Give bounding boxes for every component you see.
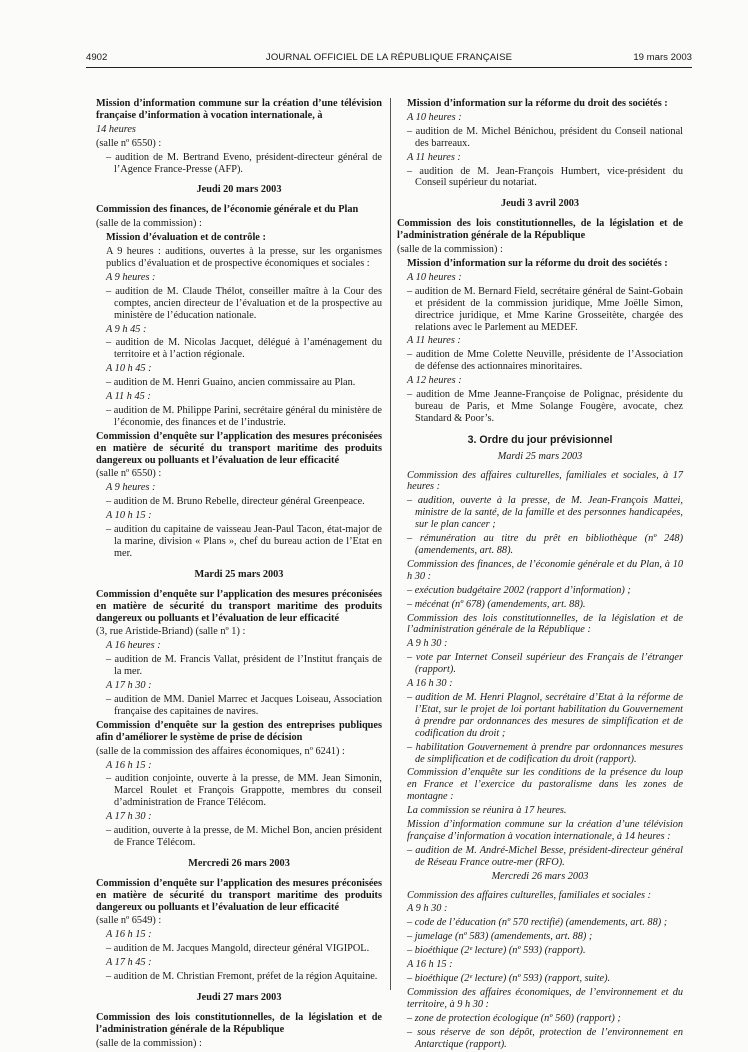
- time-label: A 17 h 30 :: [106, 811, 152, 823]
- time-label: Commission des finances, de l’économie générale et du Plan, à 10 h 30 :: [407, 558, 683, 582]
- page-number: 4902: [86, 52, 108, 63]
- paragraph: (salle nº 6549) :: [96, 915, 162, 927]
- time-label: A 11 h 45 :: [106, 391, 151, 403]
- list-item: – sous réserve de son dépôt, protection de l’environnement en Antarctique (rapport).: [407, 1026, 683, 1050]
- time-label: Commission des affaires économiques, de l’environnement et du territoire, à 9 h 30 :: [407, 986, 683, 1010]
- list-item: – audition conjointe, ouverte à la presse, de MM. Jean Simonin, Marcel Roulet et François Grappotte, membres du conseil d’administration de France Télécom.: [106, 773, 382, 809]
- committee-heading: Commission d’enquête sur l’application des mesures préconisées en matière de sécurité du transport maritime des produits dangereux ou polluants et l’évaluation de leur efficacité: [96, 877, 382, 913]
- time-label: 14 heures: [96, 123, 136, 135]
- list-item: – audition de M. Bruno Rebelle, directeur général Greenpeace.: [106, 496, 365, 508]
- date-heading: Mardi 25 mars 2003: [497, 450, 583, 462]
- time-label: A 17 h 45 :: [106, 957, 152, 969]
- column-divider: [390, 98, 391, 990]
- date-heading: Jeudi 3 avril 2003: [500, 198, 580, 210]
- time-label: Commission des affaires culturelles, familiales et sociales :: [407, 889, 652, 901]
- list-item: – audition de MM. Daniel Marrec et Jacques Loiseau, Association française des capitaines de navires.: [106, 693, 382, 717]
- committee-heading: Mission d’information sur la réforme du droit des sociétés :: [407, 98, 668, 109]
- date-heading: Jeudi 27 mars 2003: [196, 992, 282, 1003]
- list-item: – audition de M. Francis Vallat, président de l’Institut français de la mer.: [106, 654, 382, 678]
- time-label: Mission d’information commune sur la création d’une télévision française d’information à vocation internationale, à 14 heures :: [407, 819, 683, 842]
- time-label: Commission d’enquête sur les conditions de la présence du loup en France et l’exercice du pastoralisme dans les zones de montagne :: [407, 767, 683, 803]
- list-item: – bioéthique (2ᵉ lecture) (nº 593) (rapport).: [407, 945, 586, 957]
- date-heading: Mercredi 26 mars 2003: [188, 857, 290, 869]
- time-label: A 11 heures :: [407, 151, 461, 163]
- list-item: – audition de M. Jean-François Humbert, vice-président du Conseil supérieur du notariat.: [407, 165, 683, 189]
- page-header: [86, 52, 692, 66]
- list-item: – audition de M. Michel Bénichou, président du Conseil national des barreaux.: [407, 125, 683, 149]
- journal-title: JOURNAL OFFICIEL DE LA RÉPUBLIQUE FRANÇAISE: [265, 52, 513, 63]
- list-item: – code de l’éducation (nº 570 rectifié) (amendements, art. 88) ;: [407, 917, 668, 929]
- time-label: A 17 h 30 :: [106, 680, 152, 692]
- time-label: A 16 h 15 :: [407, 959, 453, 971]
- time-label: A 9 h 45 :: [106, 323, 147, 335]
- paragraph: (salle de la commission) :: [96, 1037, 202, 1049]
- time-label: A 10 heures :: [407, 271, 462, 283]
- issue-date: 19 mars 2003: [633, 52, 692, 63]
- list-item: – habilitation Gouvernement à prendre par ordonnances mesures de simplification et de codification du droit (rapport).: [407, 741, 683, 765]
- time-label: A 11 heures :: [407, 335, 461, 347]
- list-item: – audition, ouverte à la presse, de M. Jean-François Mattei, ministre de la santé, de la famille et des personnes handicapées, sur le plan cancer ;: [407, 495, 683, 531]
- list-item: – jumelage (nº 583) (amendements, art. 88) ;: [407, 931, 593, 943]
- paragraph: (salle de la commission) :: [96, 218, 202, 230]
- left-column: [96, 98, 382, 1052]
- paragraph: A 9 heures : auditions, ouvertes à la presse, sur les organismes publics d’évaluation et de prospective économiques et sociales :: [106, 246, 382, 269]
- list-item: – audition du capitaine de vaisseau Jean-Paul Tacon, état-major de la marine, division « Plans », chef du bureau action de l’Etat en mer.: [106, 524, 382, 559]
- paragraph: (salle de la commission) :: [397, 244, 503, 256]
- list-item: – audition de M. Jacques Mangold, directeur général VIGIPOL.: [106, 943, 370, 955]
- list-item: – audition de M. Claude Thélot, conseiller maître à la Cour des comptes, ancien directeur de l’évaluation et de la prospective au ministère de l’éducation nationale.: [106, 285, 382, 321]
- time-label: A 10 heures :: [407, 111, 462, 123]
- right-column: [397, 98, 683, 1052]
- list-item: – audition de M. Philippe Parini, secrétaire général du ministère de l’économie, des finances et de l’industrie.: [106, 404, 382, 428]
- time-label: Commission des affaires culturelles, familiales et sociales, à 17 heures :: [407, 469, 683, 493]
- time-label: La commission se réunira à 17 heures.: [407, 805, 567, 817]
- list-item: – exécution budgétaire 2002 (rapport d’information) ;: [407, 584, 631, 596]
- date-heading: Mercredi 26 mars 2003: [491, 870, 589, 882]
- paragraph: (salle de la commission des affaires économiques, nº 6241) :: [96, 745, 345, 757]
- time-label: A 12 heures :: [407, 375, 462, 387]
- committee-heading: Commission d’enquête sur l’application des mesures préconisées en matière de sécurité du transport maritime des produits dangereux ou polluants et l’évaluation de leur efficacité: [96, 430, 382, 466]
- committee-heading: Commission des finances, de l’économie générale et du Plan: [96, 204, 359, 216]
- list-item: – rémunération au titre du prêt en bibliothèque (nº 248) (amendements, art. 88).: [407, 533, 683, 556]
- date-heading: Mardi 25 mars 2003: [194, 568, 284, 580]
- time-label: A 16 h 15 :: [106, 759, 152, 771]
- time-label: A 16 heures :: [106, 640, 161, 652]
- time-label: A 10 h 45 :: [106, 363, 152, 375]
- paragraph: (salle nº 6550) :: [96, 468, 162, 480]
- date-heading: Jeudi 20 mars 2003: [196, 184, 282, 196]
- committee-heading: Commission des lois constitutionnelles, de la législation et de l’administration générale de la République: [96, 1011, 382, 1035]
- time-label: A 9 h 30 :: [407, 903, 448, 915]
- list-item: – audition de Mme Colette Neuville, présidente de l’Association de défense des actionnaires minoritaires.: [407, 349, 683, 373]
- list-item: – bioéthique (2ᵉ lecture) (nº 593) (rapport, suite).: [407, 973, 611, 984]
- committee-heading: Commission d’enquête sur la gestion des entreprises publiques afin d’améliorer le système de prise de décision: [96, 719, 382, 743]
- time-label: A 9 heures :: [106, 482, 156, 494]
- committee-heading: Mission d’information sur la réforme du droit des sociétés :: [407, 257, 668, 269]
- list-item: – audition de M. Henri Guaino, ancien commissaire au Plan.: [106, 377, 356, 389]
- list-item: – audition de M. Bernard Field, secrétaire général de Saint-Gobain et président de la commission juridique, Mme Joëlle Simon, directrice juridique, et Mme Karine Grosseitète, chargée des relations avec le Parlement au MEDEF.: [407, 285, 683, 333]
- list-item: – audition de M. Bertrand Eveno, président-directeur général de l’Agence France-Presse (AFP).: [106, 151, 382, 175]
- time-label: A 16 h 15 :: [106, 929, 152, 941]
- list-item: – audition de Mme Jeanne-Françoise de Polignac, présidente du bureau de Paris, et Mme Solange Fougère, avocate, chez Standard & Poor’s.: [407, 389, 683, 424]
- committee-heading: Mission d’information commune sur la création d’une télévision française d’information à vocation internationale, à: [96, 98, 382, 121]
- header-rule: [86, 67, 692, 68]
- time-label: A 9 h 30 :: [407, 638, 448, 650]
- list-item: – audition de M. André-Michel Besse, président-directeur général de Réseau France outre-mer (RFO).: [407, 844, 683, 868]
- time-label: Commission des lois constitutionnelles, de la législation et de l’administration générale de la République :: [407, 612, 683, 636]
- committee-heading: Commission d’enquête sur l’application des mesures préconisées en matière de sécurité du transport maritime des produits dangereux ou polluants et l’évaluation de leur efficacité: [96, 588, 382, 624]
- section-heading: 3. Ordre du jour prévisionnel: [467, 433, 613, 446]
- paragraph: (salle nº 6550) :: [96, 137, 162, 149]
- list-item: – vote par Internet Conseil supérieur des Français de l’étranger (rapport).: [407, 652, 683, 676]
- time-label: A 16 h 30 :: [407, 678, 453, 690]
- committee-heading: Mission d’évaluation et de contrôle :: [106, 232, 266, 244]
- list-item: – mécénat (nº 678) (amendements, art. 88).: [407, 598, 586, 610]
- list-item: – audition de M. Henri Plagnol, secrétaire d’Etat à la réforme de l’Etat, sur le projet de loi portant habilitation du Gouvernement à prendre par ordonnances des mesures de simplification et de codification du droit ;: [407, 691, 683, 739]
- list-item: – audition, ouverte à la presse, de M. Michel Bon, ancien président de France Télécom.: [106, 825, 382, 848]
- list-item: – audition de M. Nicolas Jacquet, délégué à l’aménagement du territoire et à l’action régionale.: [106, 337, 382, 361]
- list-item: – zone de protection écologique (nº 560) (rapport) ;: [407, 1012, 621, 1024]
- committee-heading: Commission des lois constitutionnelles, de la législation et de l’administration générale de la République: [397, 218, 683, 242]
- time-label: A 9 heures :: [106, 271, 156, 283]
- list-item: – audition de M. Christian Fremont, préfet de la région Aquitaine.: [106, 971, 378, 983]
- paragraph: (3, rue Aristide-Briand) (salle nº 1) :: [96, 626, 246, 638]
- time-label: A 10 h 15 :: [106, 510, 152, 522]
